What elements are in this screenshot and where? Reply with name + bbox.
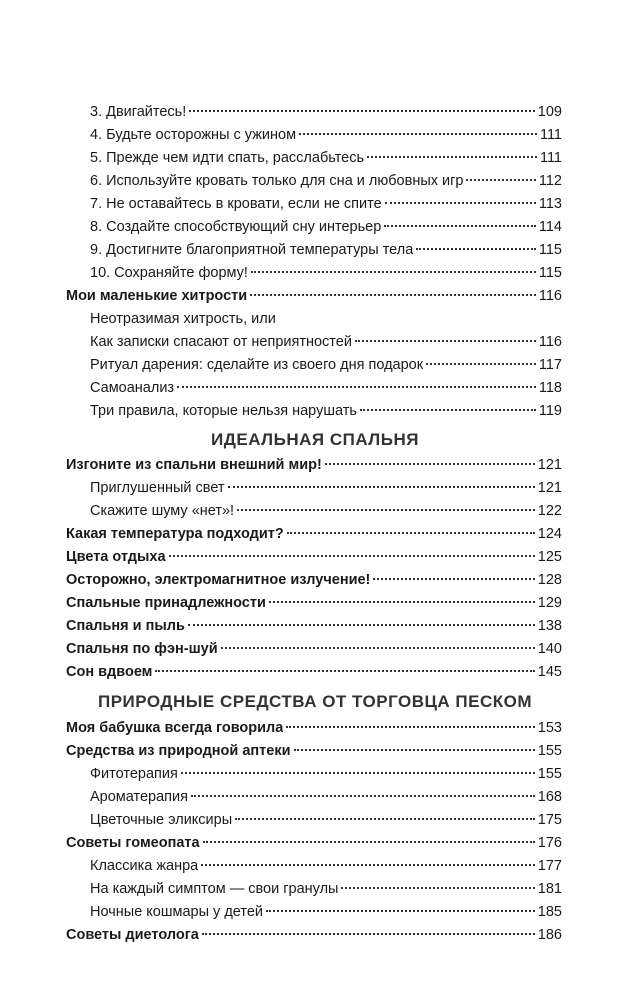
toc-entry-page-number: 155 <box>537 766 562 782</box>
toc-entry-page-number: 138 <box>537 618 562 634</box>
toc-entry-title: Как записки спасают от неприятностей <box>90 334 352 350</box>
dot-leader <box>169 555 535 557</box>
toc-entry[interactable] <box>66 239 562 262</box>
toc-entry[interactable] <box>66 924 562 947</box>
dot-leader <box>228 486 535 488</box>
toc-entry-page-number: 124 <box>537 526 562 542</box>
toc-entry[interactable] <box>66 285 562 308</box>
dot-leader <box>188 624 535 626</box>
toc-entry-title: 7. Не оставайтесь в кровати, если не спите <box>90 196 382 212</box>
toc-entry-page-number: 111 <box>539 150 562 166</box>
toc-entry-title: 8. Создайте способствующий сну интерьер <box>90 219 382 235</box>
toc-entry[interactable] <box>66 809 562 832</box>
toc-entry[interactable] <box>66 786 562 809</box>
toc-entry-page-number: 117 <box>538 357 562 373</box>
toc-entry[interactable] <box>66 216 562 239</box>
toc-entry[interactable] <box>66 832 562 855</box>
toc-entry-page-number: 181 <box>537 881 562 897</box>
toc-entry[interactable] <box>66 331 562 354</box>
toc-entry[interactable] <box>66 615 562 638</box>
toc-entry-title: Неотразимая хитрость, или <box>90 311 276 327</box>
dot-leader <box>341 887 534 889</box>
toc-entry-title: Приглушенный свет <box>90 480 225 496</box>
toc-entry-page-number: 175 <box>537 812 562 828</box>
dot-leader <box>181 772 535 774</box>
toc-entry-title: Мои маленькие хитрости <box>66 288 248 304</box>
dot-leader <box>325 463 535 465</box>
toc-entry-title: Цветочные эликсиры <box>90 812 233 828</box>
toc-entry-title: Цвета отдыха <box>66 549 166 565</box>
section-title-bedroom: ИДЕАЛЬНАЯ СПАЛЬНЯ <box>211 430 419 449</box>
dot-leader <box>466 179 535 181</box>
toc-entry[interactable] <box>66 546 562 569</box>
toc-entry-title: 10. Сохраняйте форму! <box>90 265 248 281</box>
toc-entry-page-number: 112 <box>538 173 562 189</box>
toc-entry-title: Какая температура подходит? <box>66 526 284 542</box>
toc-entry-title: Классика жанра <box>90 858 199 874</box>
dot-leader <box>269 601 535 603</box>
toc-entry-page-number: 115 <box>538 242 562 258</box>
toc-entry-title: Ночные кошмары у детей <box>90 904 264 920</box>
dot-leader <box>355 340 536 342</box>
toc-entry-page-number: 121 <box>537 457 562 473</box>
dot-leader <box>286 726 534 728</box>
toc-entry[interactable] <box>66 377 562 400</box>
toc-entry[interactable] <box>66 193 562 216</box>
toc-entry[interactable] <box>66 262 562 285</box>
dot-leader <box>250 294 536 296</box>
toc-entry-title: Ароматерапия <box>90 789 188 805</box>
dot-leader <box>426 363 536 365</box>
dot-leader <box>235 818 535 820</box>
toc-entry-title: Советы гомеопата <box>66 835 200 851</box>
toc-entry[interactable] <box>66 855 562 878</box>
dot-leader <box>299 133 537 135</box>
toc-entry-title: Моя бабушка всегда говорила <box>66 720 284 736</box>
dot-leader <box>266 910 535 912</box>
toc-entry-page-number: 129 <box>537 595 562 611</box>
dot-leader <box>287 532 535 534</box>
toc-entry[interactable] <box>66 354 562 377</box>
dot-leader <box>189 110 535 112</box>
toc-entry[interactable] <box>66 740 562 763</box>
toc-entry-title: 6. Используйте кровать только для сна и любовных игр <box>90 173 464 189</box>
toc-entry[interactable] <box>66 500 562 523</box>
toc-entry-page-number: 122 <box>537 503 562 519</box>
toc-entry-page-number: 116 <box>538 334 562 350</box>
toc-entry-page-number: 128 <box>537 572 562 588</box>
toc-entry-title: 3. Двигайтесь! <box>90 104 187 120</box>
toc-entry-title: На каждый симптом — свои гранулы <box>90 881 339 897</box>
toc-entry-title: 4. Будьте осторожны с ужином <box>90 127 297 143</box>
toc-entry-page-number: 109 <box>537 104 562 120</box>
toc-entry[interactable] <box>66 901 562 924</box>
toc-entry-page-number: 168 <box>537 789 562 805</box>
toc-entry-title: Скажите шуму «нет»! <box>90 503 235 519</box>
toc-entry-title: Сон вдвоем <box>66 664 153 680</box>
toc-entry[interactable] <box>66 477 562 500</box>
section-title-natural-remedies: ПРИРОДНЫЕ СРЕДСТВА ОТ ТОРГОВЦА ПЕСКОМ <box>98 692 532 711</box>
toc-entry-title: Спальные принадлежности <box>66 595 266 611</box>
toc-entry-page-number: 121 <box>537 480 562 496</box>
toc-entry-page-number: 155 <box>537 743 562 759</box>
toc-block-3 <box>66 717 562 947</box>
toc-entry-title: 5. Прежде чем идти спать, расслабьтесь <box>90 150 365 166</box>
toc-entry-title: Средства из природной аптеки <box>66 743 291 759</box>
toc-entry-title: Спальня по фэн-шуй <box>66 641 218 657</box>
toc-entry[interactable] <box>66 454 562 477</box>
toc-entry-title: Спальня и пыль <box>66 618 185 634</box>
dot-leader <box>294 749 535 751</box>
dot-leader <box>202 933 535 935</box>
toc-entry-title: Ритуал дарения: сделайте из своего дня подарок <box>90 357 424 373</box>
toc-entry-page-number: 116 <box>538 288 562 304</box>
toc-entry-page-number: 177 <box>537 858 562 874</box>
toc-entry-title: 9. Достигните благоприятной температуры тела <box>90 242 414 258</box>
toc-entry-title: Советы диетолога <box>66 927 199 943</box>
dot-leader <box>416 248 536 250</box>
toc-entry[interactable] <box>66 308 562 331</box>
toc-entry-page-number: 176 <box>537 835 562 851</box>
toc-entry-page-number: 119 <box>538 403 562 419</box>
dot-leader <box>155 670 534 672</box>
toc-entry-page-number: 153 <box>537 720 562 736</box>
dot-leader <box>384 225 536 227</box>
toc-entry[interactable] <box>66 523 562 546</box>
toc-block-2 <box>66 454 562 684</box>
toc-entry[interactable] <box>66 400 562 423</box>
toc-block-1 <box>66 101 562 423</box>
toc-entry[interactable] <box>66 170 562 193</box>
toc-entry-page-number: 111 <box>539 127 562 143</box>
dot-leader <box>177 386 536 388</box>
dot-leader <box>367 156 537 158</box>
dot-leader <box>201 864 535 866</box>
toc-entry[interactable] <box>66 638 562 661</box>
toc-entry-title: Три правила, которые нельзя нарушать <box>90 403 357 419</box>
toc-entry[interactable] <box>66 124 562 147</box>
dot-leader <box>203 841 535 843</box>
toc-entry[interactable] <box>66 763 562 786</box>
toc-entry-title: Самоанализ <box>90 380 175 396</box>
toc-entry-title: Осторожно, электромагнитное излучение! <box>66 572 371 588</box>
toc-entry[interactable] <box>66 878 562 901</box>
toc-entry-title: Изгоните из спальни внешний мир! <box>66 457 322 473</box>
dot-leader <box>191 795 535 797</box>
toc-entry[interactable] <box>66 101 562 124</box>
toc-entry-page-number: 185 <box>537 904 562 920</box>
toc-entry-page-number: 113 <box>538 196 562 212</box>
dot-leader <box>251 271 536 273</box>
dot-leader <box>385 202 536 204</box>
toc-entry-page-number: 145 <box>537 664 562 680</box>
toc-entry-page-number: 118 <box>538 380 562 396</box>
dot-leader <box>360 409 536 411</box>
dot-leader <box>373 578 534 580</box>
toc-entry[interactable] <box>66 717 562 740</box>
toc-entry[interactable] <box>66 569 562 592</box>
toc-entry-page-number: 125 <box>537 549 562 565</box>
toc-entry-page-number: 140 <box>537 641 562 657</box>
toc-entry-page-number: 186 <box>537 927 562 943</box>
toc-entry[interactable] <box>66 661 562 684</box>
dot-leader <box>237 509 535 511</box>
toc-entry-title: Фитотерапия <box>90 766 178 782</box>
toc-entry-page-number: 114 <box>538 219 562 235</box>
dot-leader <box>221 647 535 649</box>
toc-entry-page-number: 115 <box>538 265 562 281</box>
toc-entry[interactable] <box>66 592 562 615</box>
toc-entry[interactable] <box>66 147 562 170</box>
